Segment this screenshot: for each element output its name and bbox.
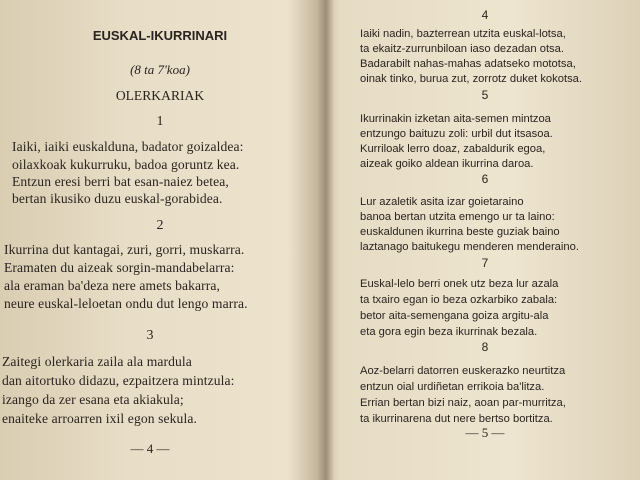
stanza-number-5: 5	[481, 88, 489, 102]
stanza-number-8: 8	[481, 340, 489, 354]
stanza-1-line-3: Entzun eresi berri bat esan-naiez betea,	[12, 174, 229, 189]
stanza-6-line-1: Lur azaletik asita izar goietaraino	[360, 196, 524, 208]
stanza-number-6: 6	[481, 172, 489, 186]
stanza-1-line-1: Iaiki, iaiki euskalduna, badator goizaldea:	[12, 139, 244, 154]
stanza-number-3: 3	[146, 328, 154, 343]
stanza-5-line-1: Ikurrinakin izketan aita-semen mintzoa	[360, 113, 551, 125]
stanza-5-line-2: entzungo baituzu zoli: urbil dut itsasoa.	[360, 128, 553, 140]
stanza-3-line-2: dan aitortuko didazu, ezpaitzera mintzula:	[2, 373, 235, 388]
stanza-number-7: 7	[481, 256, 489, 270]
stanza-7-line-2: ta txairo egan io beza ozkarbiko zabala:	[360, 294, 558, 306]
page-number-right: — 5 —	[465, 425, 505, 440]
stanza-4-line-4: oinak tinko, burua zut, zorrotz duket kokotsa.	[360, 73, 583, 85]
right-page	[330, 0, 640, 480]
stanza-number-2: 2	[156, 218, 164, 233]
stanza-2-line-3: ala eraman ba'deza nere amets bakarra,	[4, 278, 221, 293]
stanza-4-line-1: Iaiki nadin, bazterrean utzita euskal-lotsa,	[360, 28, 566, 40]
poem-title: EUSKAL-IKURRINARI	[92, 28, 228, 43]
stanza-5-line-3: Kurriloak lerro doaz, zabaldurik egoa,	[360, 143, 546, 155]
stanza-1-line-4: bertan ikusiko duzu euskal-gorabidea.	[12, 191, 223, 206]
stanza-7-line-4: eta gora egin beza ikurrinak bezala.	[360, 326, 538, 338]
page-number-left: — 4 —	[130, 441, 170, 456]
stanza-8-line-2: entzun oial urdiñetan errikoia ba'litza.	[360, 381, 545, 393]
stanza-8-line-4: ta ikurrinarena dut nere bertso bortitza.	[360, 413, 553, 425]
stanza-6-line-3: euskaldunen ikurrina beste guziak baino	[360, 226, 560, 238]
poem-subtitle: (8 ta 7'koa)	[130, 62, 190, 77]
stanza-3-line-3: izango da zer esana eta akiakula;	[2, 392, 184, 407]
section-heading: OLERKARIAK	[115, 88, 205, 103]
stanza-3-line-1: Zaitegi olerkaria zaila ala mardula	[2, 354, 192, 369]
stanza-2-line-2: Eramaten du aizeak sorgin-mandabelarra:	[4, 260, 235, 275]
stanza-number-4: 4	[481, 8, 489, 22]
stanza-number-1: 1	[156, 114, 164, 129]
stanza-5-line-4: aizeak goiko aldean ikurrina daroa.	[360, 158, 534, 170]
stanza-2-line-4: neure euskal-leloetan ondu dut lengo marra.	[4, 296, 248, 311]
stanza-3-line-4: enaiteke arroarren ixil egon sekula.	[2, 411, 197, 426]
stanza-4-line-2: ta ekaitz-zurrunbiloan iaso dezadan otsa.	[360, 43, 564, 55]
stanza-1-line-2: oilaxkoak kukurruku, badoa goruntz kea.	[12, 157, 240, 172]
stanza-6-line-4: laztanago baitukegu menderen menderaino.	[360, 241, 579, 253]
stanza-2-line-1: Ikurrina dut kantagai, zuri, gorri, muskarra.	[4, 242, 245, 257]
stanza-8-line-3: Errian bertan bizi naiz, aoan par-murritza,	[360, 397, 566, 409]
stanza-7-line-3: betor aita-semengana goiza argitu-ala	[360, 310, 549, 322]
stanza-6-line-2: banoa bertan utzita emengo ur ta laino:	[360, 211, 555, 223]
stanza-8-line-1: Aoz-belarri datorren euskerazko neurtitza	[360, 365, 566, 377]
stanza-7-line-1: Euskal-lelo berri onek utz beza lur azala	[360, 278, 559, 290]
stanza-4-line-3: Badarabilt nahas-mahas adatseko mototsa,	[360, 58, 576, 70]
